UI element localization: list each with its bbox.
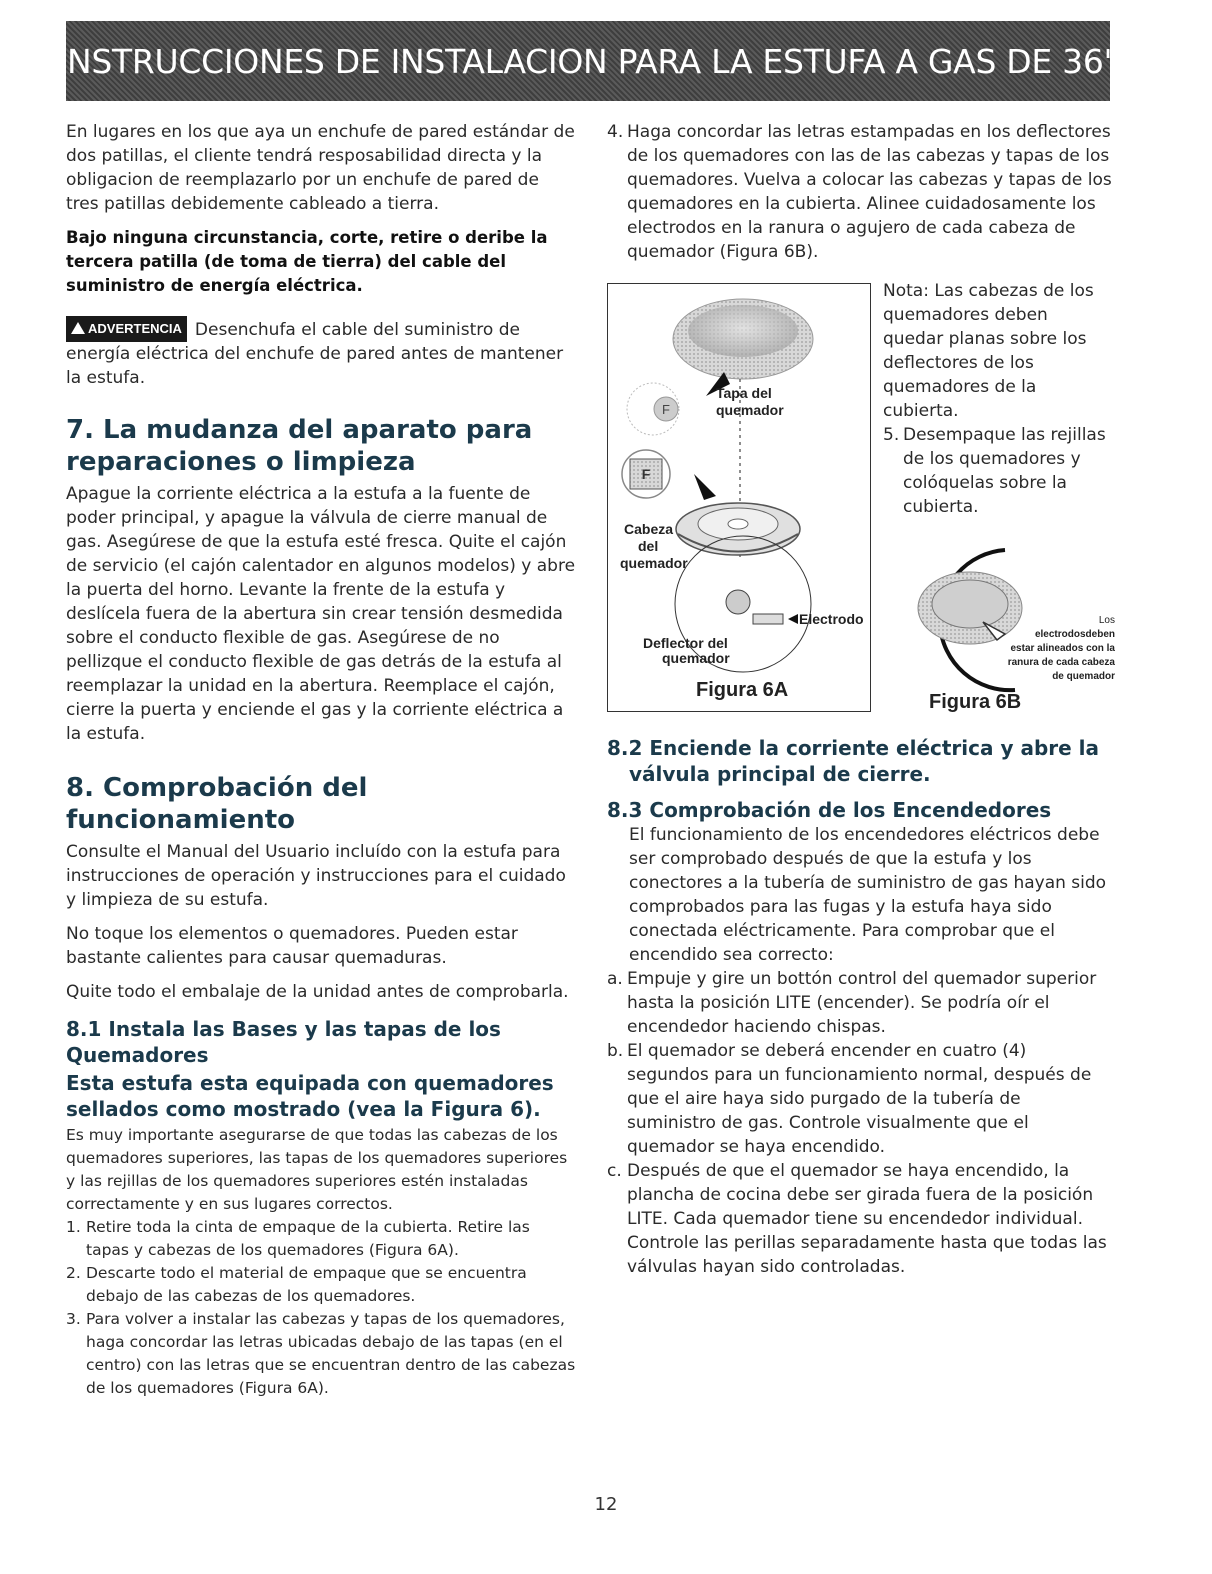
step-5-text: Desempaque las rejillas de los quemadores y colóquelas sobre la cubierta. <box>903 425 1106 517</box>
list-number: 4. <box>607 122 624 142</box>
left-column <box>66 120 576 1400</box>
electrodo-label: Electrodo <box>799 611 864 627</box>
nota-block <box>883 279 1113 519</box>
section-8-title: 8. Comprobación del funcionamiento <box>66 773 368 835</box>
warning-icon <box>71 322 85 334</box>
section-8-p1: Consulte el Manual del Usuario incluído con la estufa para instrucciones de operación y instrucciones para el cuidado y limpieza de su estufa. <box>66 842 566 910</box>
tapa-label-1: Tapa del <box>716 385 772 401</box>
section-8-3-title: 8.3 Comprobación de los Encendedores <box>607 798 1052 822</box>
cabeza-label-2: del <box>638 538 659 554</box>
advertencia-badge <box>66 316 187 342</box>
section-8-2-title: 8.2 Enciende la corriente eléctrica y abre la válvula principal de cierre. <box>607 736 1100 786</box>
cabeza-label-3: quemador <box>620 555 688 571</box>
right-lower-column <box>607 735 1112 1279</box>
cabeza-label-1: Cabeza <box>624 521 674 537</box>
advertencia-text: Desenchufa el cable del suministro de energía eléctrica del enchufe de pared antes de mantener la estufa. <box>66 320 564 388</box>
figure-6b-caption: Figura 6B <box>929 691 1022 713</box>
list-item <box>607 1039 1112 1159</box>
deflector-label-1: Deflector del <box>643 635 728 651</box>
list-text: Después de que el quemador se haya encendido, la plancha de cocina debe ser girada fuera de la posición LITE. Cada quemador tiene su encendedor individual. Controle las perillas separadamente hasta que todas las válvulas hayan sido controladas. <box>627 1161 1107 1277</box>
section-8-3-body: El funcionamiento de los encendedores eléctricos debe ser comprobado después de que la estufa y los conectores a la tubería de suministro de gas hayan sido comprobados para las fugas y la estufa haya sido conectada eléctricamente. Para comprobar que el encendido sea correcto: <box>629 825 1107 965</box>
bold-warning: Bajo ninguna circunstancia, corte, retire o deribe la tercera patilla (de toma de tierra) del cable del suministro de energía eléctrica. <box>66 228 548 295</box>
list-item <box>607 1159 1112 1279</box>
fig6b-label-line: Los <box>1098 615 1115 626</box>
list-number: 1. <box>66 1218 81 1236</box>
list-number: 2. <box>66 1264 81 1282</box>
list-letter: c. <box>607 1161 622 1181</box>
section-7-title: 7. La mudanza del aparato para reparaciones o limpieza <box>66 415 533 477</box>
list-text: El quemador se deberá encender en cuatro (4) segundos para un funcionamiento normal, después de que el aire haya sido purgado de la tubería de suministro de gas. Controle visualmente que el quemador se haya encendido. <box>627 1041 1092 1157</box>
figure-6b <box>885 540 1115 715</box>
section-8-1-subtitle: Esta estufa esta equipada con quemadores sellados como mostrado (vea la Figura 6). <box>66 1071 554 1121</box>
fig6b-label-line: estar alineados con la <box>1010 643 1115 654</box>
list-text: Para volver a instalar las cabezas y tapas de los quemadores, haga concordar las letras ubicadas debajo de las tapas (en el centro) con las letras que se encuentran dentro de las cabezas de los quemadores (Figura 6A). <box>86 1310 576 1397</box>
intro-paragraph: En lugares en los que aya un enchufe de pared estándar de dos patillas, el cliente tendrá resposabilidad directa y la obligacion de reemplazarlo por un enchufe de pared de tres patillas debidemente cableado a tierra. <box>66 122 575 214</box>
section-8-p3: Quite todo el embalaje de la unidad antes de comprobarla. <box>66 982 569 1002</box>
section-7-body: Apague la corriente eléctrica a la estufa a la fuente de poder principal, y apague la válvula de cierre manual de gas. Asegúrese de que la estufa esté fresca. Quite el cajón de servicio (el cajón calentador en algunos modelos) y abre la puerta del horno. Levante la frente de la estufa y deslícela fuera de la abertura sin crear tensión desmedida sobre el conducto flexible de gas. Asegúrese de no pellizque el conducto flexible de gas detrás de la estufa al reemplazar la unidad en la abertura. Reemplace el cajón, cierre la puerta y enciende el gas y la corriente eléctrica a la estufa. <box>66 484 576 744</box>
figure-6a <box>607 283 871 712</box>
list-text: Descarte todo el material de empaque que se encuentra debajo de las cabezas de los quemadores. <box>86 1264 527 1305</box>
page-title: INSTRUCCIONES DE INSTALACION PARA LA ESTUFA A GAS DE 36" <box>57 41 1119 81</box>
list-item <box>66 1262 576 1308</box>
list-item <box>607 967 1112 1039</box>
tapa-label-2: quemador <box>716 402 784 418</box>
step-4 <box>607 120 1112 264</box>
burner-diagram <box>608 284 870 711</box>
list-text: Retire toda la cinta de empaque de la cubierta. Retire las tapas y cabezas de los quemadores (Figura 6A). <box>86 1218 530 1259</box>
list-item <box>66 1308 576 1400</box>
fig6b-label-line: ranura de cada cabeza <box>1007 657 1115 668</box>
section-8-p2: No toque los elementos o quemadores. Pueden estar bastante calientes para causar quemaduras. <box>66 924 518 968</box>
fig6b-label-line: de quemador <box>1052 671 1115 682</box>
advertencia-label: ADVERTENCIA <box>88 321 182 336</box>
figure-6a-caption: Figura 6A <box>696 679 789 701</box>
svg-text:F: F <box>641 466 651 482</box>
list-item <box>66 1216 576 1262</box>
letter-f: F <box>662 402 670 417</box>
list-letter: a. <box>607 969 623 989</box>
list-text: Empuje y gire un bottón control del quemador superior hasta la posición LITE (encender). Se podría oír el encendedor haciendo chispas. <box>627 969 1097 1037</box>
page-number: 12 <box>594 1494 618 1515</box>
figure-6b-label <box>1008 614 1115 684</box>
list-number: 3. <box>66 1310 81 1328</box>
step-4-text: Haga concordar las letras estampadas en los deflectores de los quemadores con las de las cabezas y tapas de los quemadores. Vuelva a colocar las cabezas y tapas de los quemadores en la cubierta. Alinee cuidadosamente los electrodos en la ranura o agujero de cada cabeza de quemador (Figura 6B). <box>627 122 1112 262</box>
advertencia-paragraph <box>66 316 576 390</box>
nota-text: Nota: Las cabezas de los quemadores deben quedar planas sobre los deflectores de los quemadores de la cubierta. <box>883 281 1094 421</box>
deflector-label-2: quemador <box>662 650 730 666</box>
section-8-1-body: Es muy importante asegurarse de que todas las cabezas de los quemadores superiores, las tapas de los quemadores superiores y las rejillas de los quemadores superiores estén instaladas correctamente y en sus lugares correctos. <box>66 1126 568 1213</box>
fig6b-label-line: electrodosdeben <box>1034 629 1115 640</box>
section-8-1-title: 8.1 Instala las Bases y las tapas de los Quemadores <box>66 1017 501 1067</box>
list-letter: b. <box>607 1041 624 1061</box>
list-number: 5. <box>883 425 900 445</box>
page-title-banner <box>57 21 1119 101</box>
step-5 <box>883 423 1113 519</box>
